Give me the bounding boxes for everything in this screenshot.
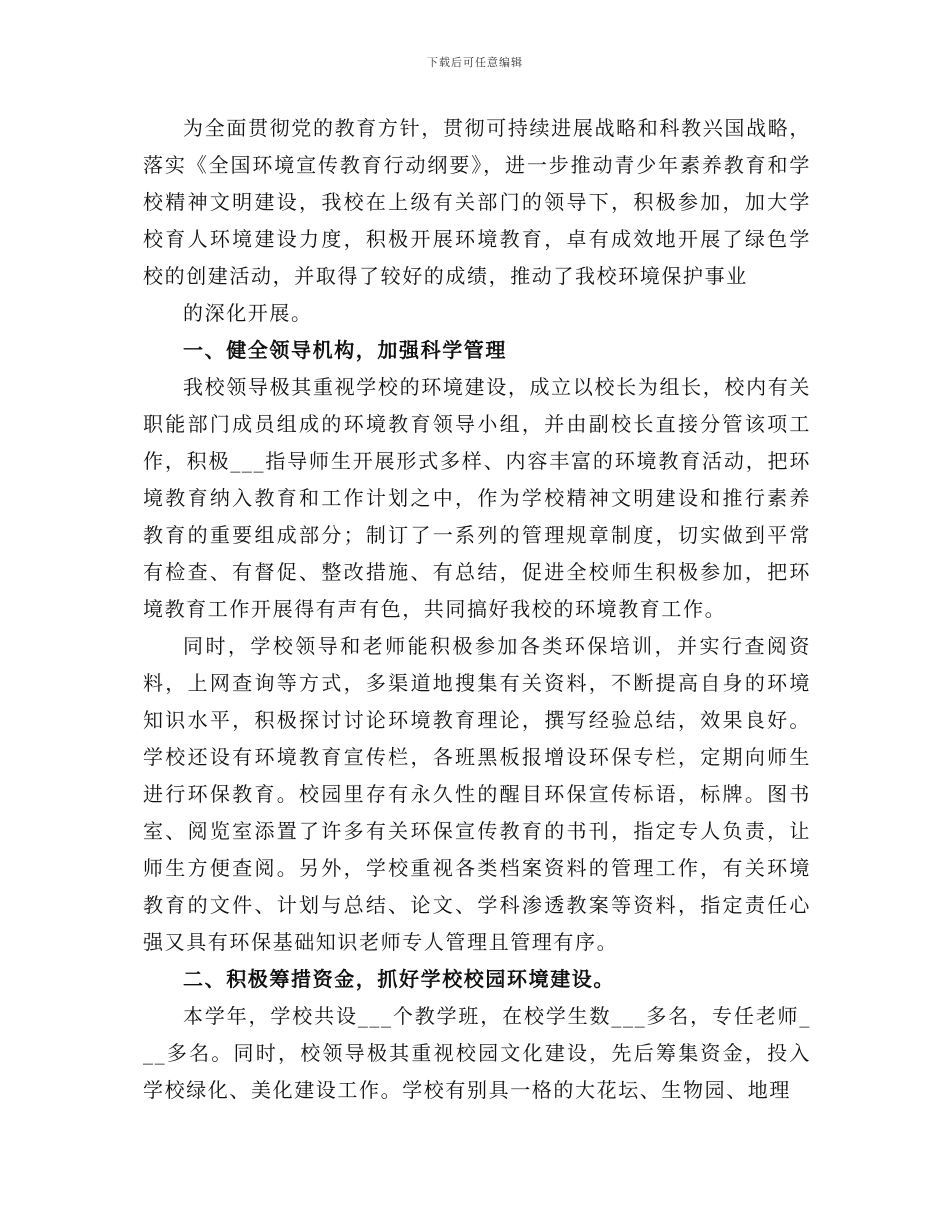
section-2-heading: 二、积极筹措资金，抓好学校校园环境建设。 xyxy=(183,967,615,991)
section-1-paragraph-2: 同时，学校领导和老师能积极参加各类环保培训，并实行查阅资料，上网查询等方式，多渠道地搜集有关资料，不断提高自身的环境知识水平，积极探讨讨论环境教育理论，撰写经验总结，效果良好。学校还设有环境教育宣传栏，各班黑板报增设环保专栏，定期向师生进行环保教育。校园里存有永久性的醒目环保宣传标语，标牌。图书室、阅览室添置了许多有关环保宣传教育的书刊，指定专人负责，让师生方便查阅。另外，学校重视各类档案资料的管理工作，有关环境教育的文件、计划与总结、论文、学科渗透教案等资料，指定责任心强又具有环保基础知识老师专人管理且管理有序。 xyxy=(143,634,811,954)
section-2-paragraph-1: 本学年，学校共设___个教学班，在校学生数___多名，专任老师___多名。同时，校领导极其重视校园文化建设，先后筹集资金，投入学校绿化、美化建设工作。学校有别具一格的大花坛、生物园、地理 xyxy=(143,1004,811,1102)
section-1-heading: 一、健全领导机构，加强科学管理 xyxy=(183,338,507,362)
page-header: 下载后可任意编辑 xyxy=(427,56,523,69)
intro-paragraph-tail: 的深化开展。 xyxy=(183,301,313,325)
intro-paragraph: 为全面贯彻党的教育方针，贯彻可持续进展战略和科教兴国战略，落实《全国环境宣传教育行动纲要》，进一步推动青少年素养教育和学校精神文明建设，我校在上级有关部门的领导下，积极参加，加大学校育人环境建设力度，积极开展环境教育，卓有成效地开展了绿色学校的创建活动，并取得了较好的成绩，推动了我校环境保护事业 xyxy=(143,116,811,288)
document-body xyxy=(143,110,811,1109)
section-1-paragraph-1: 我校领导极其重视学校的环境建设，成立以校长为组长，校内有关职能部门成员组成的环境教育领导小组，并由副校长直接分管该项工作，积极___指导师生开展形式多样、内容丰富的环境教育活动，把环境教育纳入教育和工作计划之中，作为学校精神文明建设和推行素养教育的重要组成部分；制订了一系列的管理规章制度，切实做到平常有检查、有督促、整改措施、有总结，促进全校师生积极参加，把环境教育工作开展得有声有色，共同搞好我校的环境教育工作。 xyxy=(143,375,811,621)
